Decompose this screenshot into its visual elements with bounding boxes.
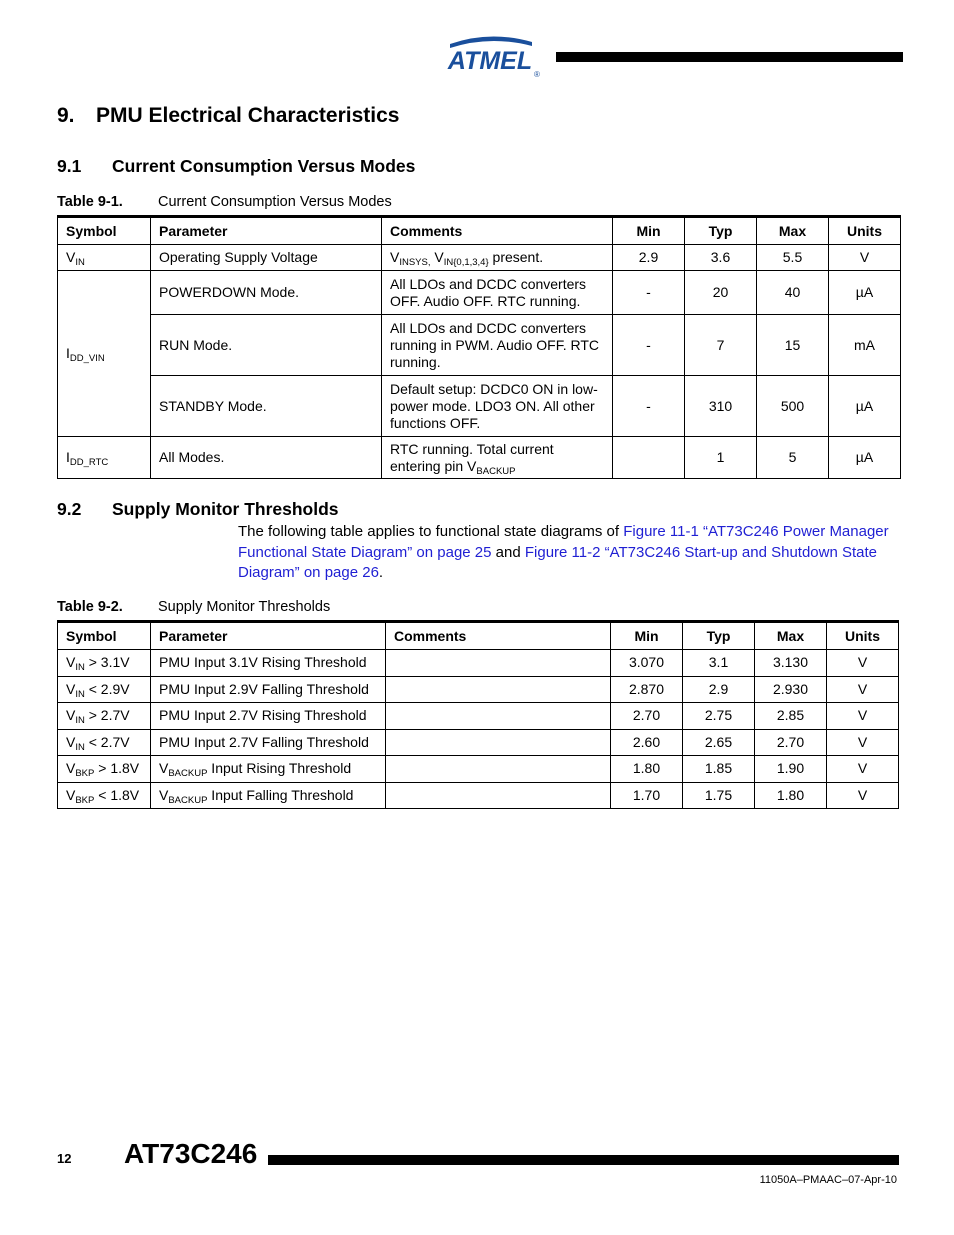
comment-cell: RTC running. Total current entering pin $V_{BACKUP}$ (382, 437, 613, 479)
parameter-cell: $V_{BACKUP}$ Input Falling Threshold (151, 782, 386, 809)
units-cell: V (829, 245, 901, 271)
col-header-symbol: Symbol (58, 217, 151, 245)
footer-rule (268, 1155, 899, 1165)
table-header-row (58, 622, 899, 650)
table-row (58, 245, 901, 271)
max-cell: 15 (757, 315, 829, 376)
col-header-min: Min (613, 217, 685, 245)
table-header-row (58, 217, 901, 245)
parameter-cell: PMU Input 2.7V Rising Threshold (151, 703, 386, 730)
atmel-logo (440, 32, 540, 80)
product-name: AT73C246 (124, 1138, 258, 1169)
max-cell: 2.930 (755, 676, 827, 703)
symbol-cell: $V_{IN} < 2.7V$ (58, 729, 151, 756)
typ-cell: 1.85 (683, 756, 755, 783)
typ-cell: 310 (685, 376, 757, 437)
subsection-heading-9-1: 9.1 Current Consumption Versus Modes (57, 156, 416, 176)
comment-cell (386, 703, 611, 730)
col-header-parameter: Parameter (151, 217, 382, 245)
symbol-cell: $V_{IN} < 2.9V$ (58, 676, 151, 703)
max-cell: 40 (757, 271, 829, 315)
col-header-units: Units (829, 217, 901, 245)
col-header-typ: Typ (683, 622, 755, 650)
svg-text:®: ® (534, 70, 540, 79)
comment-cell: All LDOs and DCDC converters running in PWM. Audio OFF. RTC running. (382, 315, 613, 376)
typ-cell: 7 (685, 315, 757, 376)
units-cell: µA (829, 437, 901, 479)
col-header-max: Max (755, 622, 827, 650)
symbol-cell: $V_{BKP} > 1.8V$ (58, 756, 151, 783)
typ-cell: 20 (685, 271, 757, 315)
comment-cell (386, 676, 611, 703)
units-cell: V (827, 650, 899, 677)
col-header-units: Units (827, 622, 899, 650)
max-cell: 3.130 (755, 650, 827, 677)
max-cell: 500 (757, 376, 829, 437)
units-cell: V (827, 729, 899, 756)
parameter-cell: All Modes. (151, 437, 382, 479)
comment-cell (386, 650, 611, 677)
units-cell: V (827, 756, 899, 783)
min-cell: 3.070 (611, 650, 683, 677)
units-cell: µA (829, 376, 901, 437)
parameter-cell: PMU Input 2.7V Falling Threshold (151, 729, 386, 756)
col-header-max: Max (757, 217, 829, 245)
max-cell: 5 (757, 437, 829, 479)
min-cell: 1.80 (611, 756, 683, 783)
symbol-cell: $I_{DD\_RTC}$ (58, 437, 151, 479)
min-cell: 2.9 (613, 245, 685, 271)
col-header-symbol: Symbol (58, 622, 151, 650)
units-cell: V (827, 782, 899, 809)
max-cell: 2.85 (755, 703, 827, 730)
figure-11-2-link[interactable]: Figure 11-2 “AT73C246 Start-up and Shutdown State Diagram” on page 26 (238, 543, 878, 581)
typ-cell: 2.9 (683, 676, 755, 703)
table-9-1-caption: Table 9-1. Current Consumption Versus Modes (57, 194, 392, 210)
typ-cell: 1.75 (683, 782, 755, 809)
table-row (58, 703, 899, 730)
document-code: 11050A–PMAAC–07-Apr-10 (759, 1174, 897, 1186)
table-row (58, 271, 901, 315)
comment-cell (386, 729, 611, 756)
table-9-2 (57, 620, 899, 809)
min-cell: - (613, 376, 685, 437)
min-cell (613, 437, 685, 479)
parameter-cell: Operating Supply Voltage (151, 245, 382, 271)
table-row (58, 376, 901, 437)
parameter-cell: PMU Input 3.1V Rising Threshold (151, 650, 386, 677)
col-header-parameter: Parameter (151, 622, 386, 650)
col-header-typ: Typ (685, 217, 757, 245)
symbol-cell: $V_{IN}$ (58, 245, 151, 271)
parameter-cell: PMU Input 2.9V Falling Threshold (151, 676, 386, 703)
comment-cell (386, 756, 611, 783)
table-9-2-caption: Table 9-2. Supply Monitor Thresholds (57, 599, 331, 615)
parameter-cell: STANDBY Mode. (151, 376, 382, 437)
intro-paragraph: The following table applies to functional state diagrams of Figure 11-1 “AT73C246 Power Manager Functional State Diagram” on page 25 and Figure 11-2 “AT73C246 Start-up and Shutdown State Diagram” on page 26. (238, 523, 889, 581)
units-cell: V (827, 676, 899, 703)
table-row (58, 756, 899, 783)
col-header-comments: Comments (386, 622, 611, 650)
symbol-cell: $I_{DD\_VIN}$ (58, 271, 151, 437)
col-header-comments: Comments (382, 217, 613, 245)
logo-text: ATMEL (447, 47, 533, 75)
table-row (58, 729, 899, 756)
min-cell: 1.70 (611, 782, 683, 809)
max-cell: 5.5 (757, 245, 829, 271)
table-row (58, 650, 899, 677)
comment-cell (386, 782, 611, 809)
table-row (58, 676, 899, 703)
min-cell: - (613, 315, 685, 376)
typ-cell: 2.65 (683, 729, 755, 756)
comment-cell: All LDOs and DCDC converters OFF. Audio OFF. RTC running. (382, 271, 613, 315)
max-cell: 1.80 (755, 782, 827, 809)
page-number: 12 (57, 1151, 72, 1166)
table-row (58, 315, 901, 376)
table-9-1 (57, 215, 901, 479)
comment-cell: $V_{INSYS,}$ $V_{IN\{0,1,3,4\}}$ present. (382, 245, 613, 271)
typ-cell: 2.75 (683, 703, 755, 730)
typ-cell: 1 (685, 437, 757, 479)
min-cell: 2.870 (611, 676, 683, 703)
min-cell: 2.70 (611, 703, 683, 730)
max-cell: 2.70 (755, 729, 827, 756)
symbol-cell: $V_{IN} > 2.7V$ (58, 703, 151, 730)
section-heading: 9. PMU Electrical Characteristics (57, 104, 400, 127)
max-cell: 1.90 (755, 756, 827, 783)
typ-cell: 3.1 (683, 650, 755, 677)
units-cell: µA (829, 271, 901, 315)
parameter-cell: RUN Mode. (151, 315, 382, 376)
units-cell: mA (829, 315, 901, 376)
parameter-cell: POWERDOWN Mode. (151, 271, 382, 315)
parameter-cell: $V_{BACKUP}$ Input Rising Threshold (151, 756, 386, 783)
min-cell: 2.60 (611, 729, 683, 756)
symbol-cell: $V_{BKP} < 1.8V$ (58, 782, 151, 809)
units-cell: V (827, 703, 899, 730)
header-rule (556, 52, 903, 62)
figure-11-1-link[interactable]: Figure 11-1 “AT73C246 Power Manager Functional State Diagram” on page 25 (238, 523, 889, 561)
subsection-heading-9-2: 9.2 Supply Monitor Thresholds (57, 499, 339, 519)
comment-cell: Default setup: DCDC0 ON in low-power mode. LDO3 ON. All other functions OFF. (382, 376, 613, 437)
table-row (58, 782, 899, 809)
col-header-min: Min (611, 622, 683, 650)
table-row (58, 437, 901, 479)
typ-cell: 3.6 (685, 245, 757, 271)
symbol-cell: $V_{IN} > 3.1V$ (58, 650, 151, 677)
min-cell: - (613, 271, 685, 315)
